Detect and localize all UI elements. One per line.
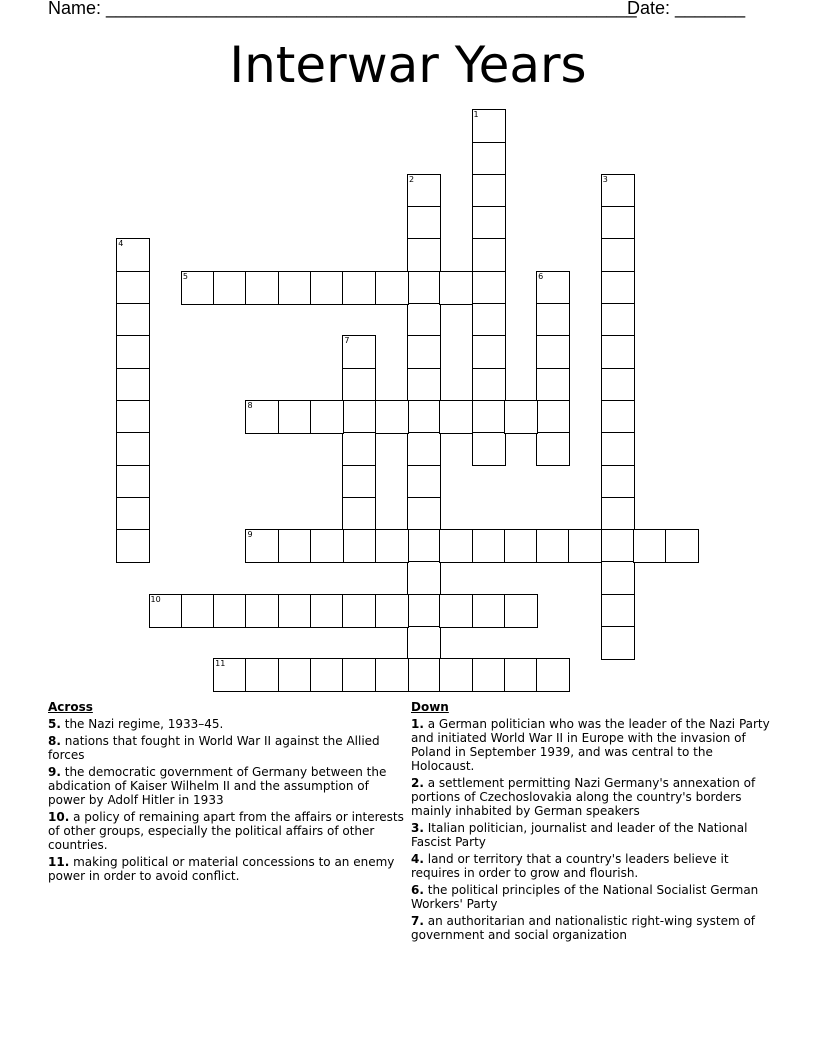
- crossword-cell[interactable]: [504, 400, 538, 434]
- clue-number: 8.: [48, 734, 61, 748]
- clue-number: 2.: [411, 776, 424, 790]
- clue-number: 4.: [411, 852, 424, 866]
- crossword-cell[interactable]: [116, 271, 150, 305]
- clue-number: 6.: [411, 883, 424, 897]
- crossword-cell[interactable]: [342, 400, 376, 434]
- across-clue: [48, 717, 408, 731]
- crossword-cell[interactable]: [407, 561, 441, 595]
- crossword-cell[interactable]: [407, 238, 441, 272]
- crossword-cell[interactable]: [342, 497, 376, 531]
- crossword-cell[interactable]: [342, 465, 376, 499]
- crossword-cell[interactable]: [310, 529, 344, 563]
- crossword-cell[interactable]: [504, 658, 538, 692]
- across-heading: Across: [48, 700, 93, 714]
- crossword-cell[interactable]: [472, 335, 506, 369]
- clue-text: nations that fought in World War II against the Allied forces: [48, 734, 380, 762]
- crossword-cell[interactable]: [536, 335, 570, 369]
- crossword-cell[interactable]: [181, 594, 215, 628]
- crossword-cell[interactable]: [407, 206, 441, 240]
- crossword-cell[interactable]: [407, 432, 441, 466]
- crossword-grid: [117, 110, 699, 692]
- down-clue: [411, 914, 771, 942]
- clue-start-number: 3: [602, 174, 608, 184]
- crossword-cell[interactable]: [472, 271, 506, 305]
- crossword-cell[interactable]: [149, 594, 183, 628]
- crossword-cell[interactable]: [439, 594, 473, 628]
- crossword-cell[interactable]: [407, 626, 441, 660]
- crossword-cell[interactable]: [601, 271, 635, 305]
- crossword-cell[interactable]: [310, 400, 344, 434]
- crossword-cell[interactable]: [213, 271, 247, 305]
- crossword-cell[interactable]: [407, 658, 441, 692]
- crossword-cell[interactable]: [213, 594, 247, 628]
- crossword-cell[interactable]: [245, 529, 279, 563]
- clue-text: a German politician who was the leader of the Nazi Party and initiated World War II in Europe with the invasion of Poland in September 1939, and was central to the Holocaust.: [411, 717, 770, 773]
- crossword-cell[interactable]: [439, 400, 473, 434]
- crossword-cell[interactable]: [278, 529, 312, 563]
- crossword-cell[interactable]: [472, 238, 506, 272]
- crossword-cell[interactable]: [407, 368, 441, 402]
- clue-text: land or territory that a country's leaders believe it requires in order to grow and flourish.: [411, 852, 729, 880]
- crossword-cell[interactable]: [278, 658, 312, 692]
- crossword-cell[interactable]: [601, 400, 635, 434]
- crossword-cell[interactable]: [439, 529, 473, 563]
- clue-start-number: 1: [473, 110, 479, 120]
- crossword-cell[interactable]: [116, 368, 150, 402]
- crossword-cell[interactable]: [407, 335, 441, 369]
- crossword-cell[interactable]: [568, 529, 602, 563]
- crossword-cell[interactable]: [116, 529, 150, 563]
- crossword-cell[interactable]: [472, 658, 506, 692]
- clue-text: the democratic government of Germany between the abdication of Kaiser Wilhelm II and the assumption of power by Adolf Hitler in 1933: [48, 765, 387, 807]
- crossword-cell[interactable]: [245, 271, 279, 305]
- crossword-cell[interactable]: [504, 529, 538, 563]
- crossword-cell[interactable]: [601, 303, 635, 337]
- crossword-cell[interactable]: [536, 658, 570, 692]
- clue-text: the Nazi regime, 1933–45.: [60, 717, 224, 731]
- crossword-cell[interactable]: [213, 658, 247, 692]
- crossword-cell[interactable]: [116, 303, 150, 337]
- crossword-cell[interactable]: [278, 271, 312, 305]
- clue-start-number: 11: [215, 659, 226, 669]
- crossword-cell[interactable]: [245, 658, 279, 692]
- crossword-cell[interactable]: [116, 432, 150, 466]
- crossword-cell[interactable]: [601, 594, 635, 628]
- down-heading: Down: [411, 700, 449, 714]
- crossword-cell[interactable]: [116, 335, 150, 369]
- crossword-cell[interactable]: [407, 465, 441, 499]
- down-clue: [411, 776, 771, 818]
- crossword-cell[interactable]: [407, 303, 441, 337]
- clue-number: 5.: [48, 717, 61, 731]
- clue-start-number: 10: [150, 594, 161, 604]
- crossword-cell[interactable]: [536, 271, 570, 305]
- clue-start-number: 5: [182, 271, 188, 281]
- down-clue: [411, 883, 771, 911]
- crossword-cell[interactable]: [472, 432, 506, 466]
- crossword-cell[interactable]: [310, 594, 344, 628]
- clue-start-number: 2: [408, 174, 415, 184]
- crossword-cell[interactable]: [601, 497, 635, 531]
- crossword-cell[interactable]: [342, 335, 376, 369]
- across-clues: [48, 700, 408, 886]
- clue-text: a settlement permitting Nazi Germany's annexation of portions of Czechoslovakia along the country's borders mainly inhabited by German speakers: [411, 776, 756, 818]
- crossword-cell[interactable]: [536, 529, 570, 563]
- crossword-cell[interactable]: [116, 497, 150, 531]
- clue-start-number: 9: [247, 530, 253, 540]
- clue-number: 9.: [48, 765, 61, 779]
- crossword-cell[interactable]: [472, 206, 506, 240]
- crossword-cell[interactable]: [536, 400, 570, 434]
- crossword-cell[interactable]: [601, 368, 635, 402]
- crossword-cell[interactable]: [181, 271, 215, 305]
- crossword-cell[interactable]: [472, 368, 506, 402]
- down-clues: [411, 700, 771, 945]
- crossword-cell[interactable]: [601, 561, 635, 595]
- crossword-cell[interactable]: [601, 529, 635, 563]
- crossword-cell[interactable]: [536, 432, 570, 466]
- crossword-cell[interactable]: [278, 400, 312, 434]
- crossword-cell[interactable]: [342, 658, 376, 692]
- crossword-cell[interactable]: [601, 174, 635, 208]
- crossword-cell[interactable]: [116, 400, 150, 434]
- crossword-cell[interactable]: [601, 465, 635, 499]
- clue-start-number: 6: [538, 271, 544, 281]
- clue-number: 10.: [48, 810, 70, 824]
- crossword-cell[interactable]: [472, 142, 506, 176]
- crossword-cell[interactable]: [407, 594, 441, 628]
- crossword-cell[interactable]: [342, 529, 376, 563]
- clue-number: 11.: [48, 855, 70, 869]
- crossword-cell[interactable]: [472, 400, 506, 434]
- clue-text: making political or material concessions to an enemy power in order to avoid conflict.: [48, 855, 395, 883]
- clue-number: 3.: [411, 821, 424, 835]
- across-clue: [48, 855, 408, 883]
- crossword-cell[interactable]: [601, 626, 635, 660]
- page-title: Interwar Years: [229, 36, 587, 94]
- crossword-cell[interactable]: [665, 529, 699, 563]
- crossword-cell[interactable]: [278, 594, 312, 628]
- crossword-cell[interactable]: [407, 271, 441, 305]
- crossword-cell[interactable]: [536, 303, 570, 337]
- clue-text: an authoritarian and nationalistic right-wing system of government and social organization: [411, 914, 756, 942]
- crossword-cell[interactable]: [601, 432, 635, 466]
- clue-start-number: 8: [247, 400, 253, 410]
- crossword-cell[interactable]: [472, 594, 506, 628]
- across-clue: [48, 810, 408, 852]
- down-clue: [411, 821, 771, 849]
- crossword-cell[interactable]: [504, 594, 538, 628]
- crossword-cell[interactable]: [472, 174, 506, 208]
- crossword-cell[interactable]: [472, 109, 506, 143]
- crossword-cell[interactable]: [342, 368, 376, 402]
- crossword-cell[interactable]: [439, 658, 473, 692]
- crossword-cell[interactable]: [601, 206, 635, 240]
- crossword-cell[interactable]: [116, 238, 150, 272]
- clue-text: Italian politician, journalist and leader of the National Fascist Party: [411, 821, 748, 849]
- date-field-label: Date: _______: [627, 0, 746, 18]
- name-field-label: Name: _____________________________________________________: [48, 0, 637, 18]
- crossword-cell[interactable]: [601, 335, 635, 369]
- down-clue: [411, 717, 771, 773]
- crossword-cell[interactable]: [375, 529, 409, 563]
- crossword-cell[interactable]: [245, 400, 279, 434]
- crossword-cell[interactable]: [407, 529, 441, 563]
- down-clue: [411, 852, 771, 880]
- crossword-cell[interactable]: [116, 465, 150, 499]
- crossword-cell[interactable]: [375, 594, 409, 628]
- crossword-cell[interactable]: [407, 497, 441, 531]
- crossword-cell[interactable]: [375, 400, 409, 434]
- crossword-cell[interactable]: [375, 271, 409, 305]
- crossword-cell[interactable]: [310, 271, 344, 305]
- crossword-cell[interactable]: [375, 658, 409, 692]
- across-clue: [48, 765, 408, 807]
- crossword-cell[interactable]: [439, 271, 473, 305]
- crossword-cell[interactable]: [342, 594, 376, 628]
- clue-number: 7.: [411, 914, 424, 928]
- across-clue: [48, 734, 408, 762]
- crossword-cell[interactable]: [536, 368, 570, 402]
- clue-text: a policy of remaining apart from the affairs or interests of other groups, especially the political affairs of other countries.: [48, 810, 404, 852]
- crossword-cell[interactable]: [342, 271, 376, 305]
- clue-start-number: 4: [118, 239, 124, 249]
- crossword-cell[interactable]: [407, 174, 441, 208]
- crossword-cell[interactable]: [245, 594, 279, 628]
- crossword-cell[interactable]: [472, 303, 506, 337]
- clue-text: the political principles of the National Socialist German Workers' Party: [411, 883, 759, 911]
- clue-start-number: 7: [344, 336, 350, 346]
- crossword-cell[interactable]: [601, 238, 635, 272]
- crossword-cell[interactable]: [472, 529, 506, 563]
- crossword-cell[interactable]: [407, 400, 441, 434]
- crossword-cell[interactable]: [633, 529, 667, 563]
- clue-number: 1.: [411, 717, 424, 731]
- crossword-cell[interactable]: [342, 432, 376, 466]
- crossword-cell[interactable]: [310, 658, 344, 692]
